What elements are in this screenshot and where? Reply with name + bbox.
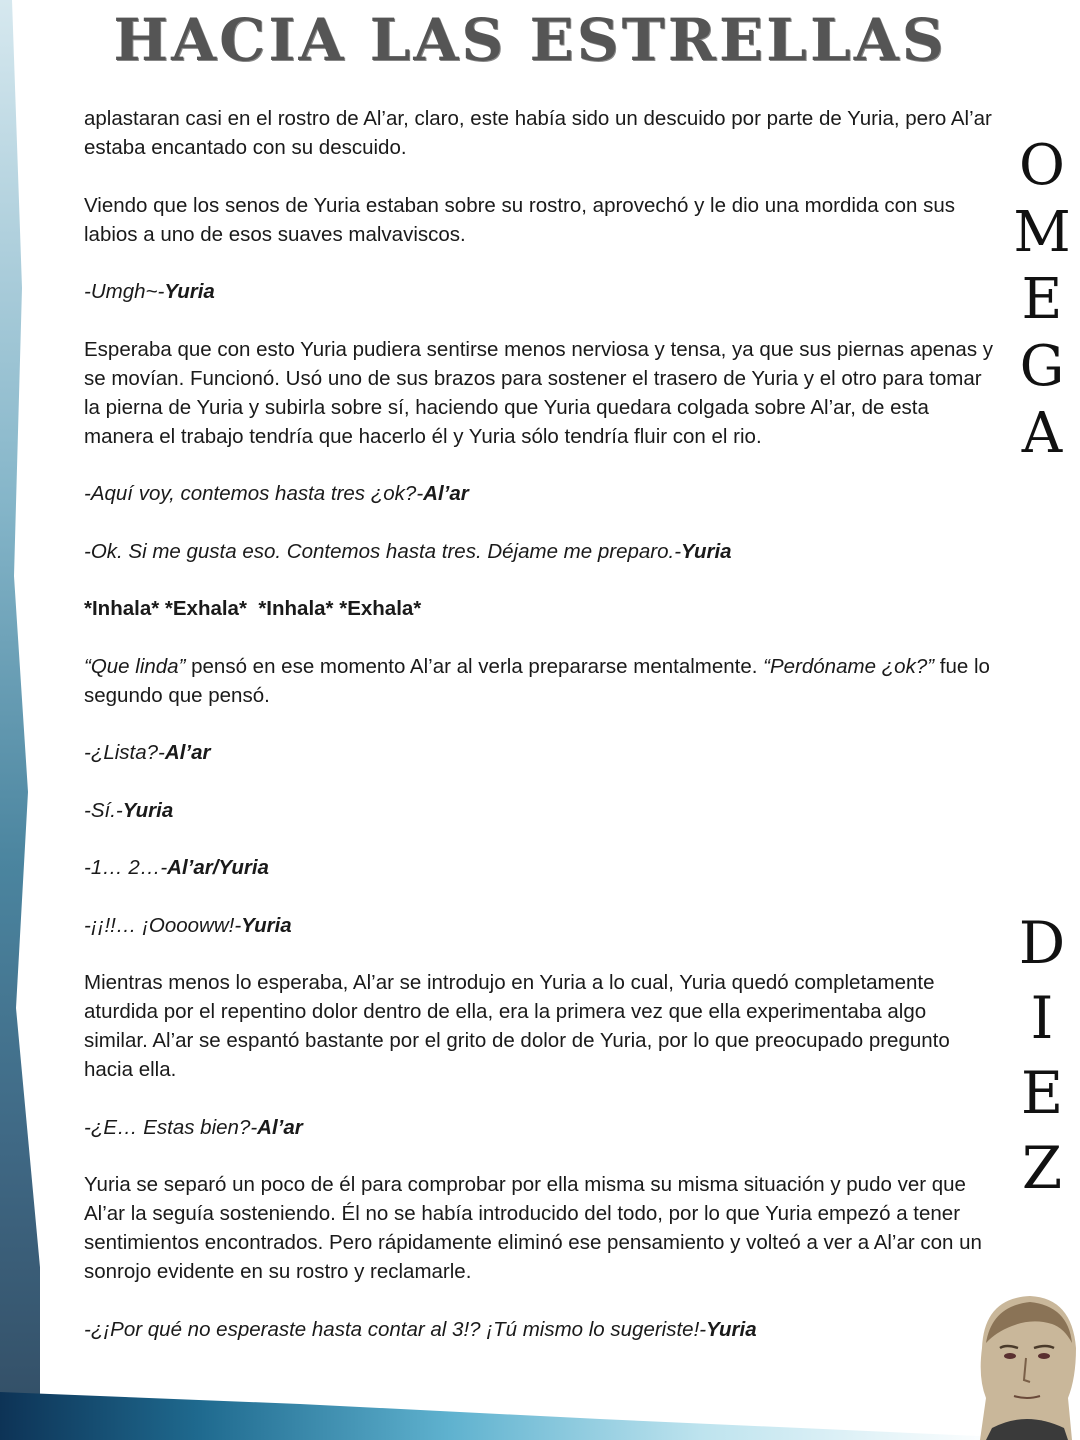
dialogue-line (84, 1113, 994, 1142)
dialogue-line (84, 796, 994, 825)
dialogue-text: -Sí.- (84, 798, 123, 822)
speaker-name: Yuria (164, 280, 215, 303)
starfield-decoration-left (0, 0, 40, 1440)
dialogue-text: -Aquí voy, contemos hasta tres ¿ok?- (84, 482, 424, 505)
speaker-name: Al’ar (164, 741, 211, 764)
paragraph: Viendo que los senos de Yuria estaban sobre su rostro, aprovechó y le dio una mordida con sus labios a uno de esos suaves malvaviscos. (84, 193, 956, 246)
vertical-letter: O (1019, 133, 1065, 198)
character-portrait-icon (972, 1288, 1080, 1440)
dialogue-line (84, 853, 994, 882)
dialogue-text: -Ok. Si me gusta eso. Contemos hasta tres. Déjame me preparo.- (84, 539, 682, 563)
paragraph: Esperaba que con esto Yuria pudiera sentirse menos nerviosa y tensa, ya que sus piernas apenas y se movían. Funcionó. Usó uno de sus brazos para sostener el trasero de Yuria y el otro para tomar la pierna de Yuria y subirla sobre sí, haciendo que Yuria quedara colgada sobre Al’ar, de esta manera el trabajo tendría que hacerlo él y Yuria sólo tendría fluir con el rio. (84, 337, 994, 448)
vertical-letter: Z (1021, 1134, 1063, 1202)
vertical-word-diez (1012, 906, 1072, 1206)
paragraph: Yuria se separó un poco de él para comprobar por ella misma su misma situación y pudo ver que Al’ar la seguía sosteniendo. Él no se había introducido del todo, por lo que Yuria empezó a tener sentimientos encontrados. Pero rápidamente eliminó ese pensamiento y volteó a ver a Al’ar con un sonrojo evidente en su rostro y reclamarle. (84, 1173, 982, 1283)
breathing-line (84, 594, 994, 623)
speaker-name: Al’ar (423, 482, 469, 505)
vertical-letter: I (1030, 984, 1054, 1052)
paragraph: Mientras menos lo esperaba, Al’ar se introdujo en Yuria a lo cual, Yuria quedó completamente aturdida por el repentino dolor dentro de ella, era la primera vez que ella experimentaba algo similar. Al’ar se espantó bastante por el grito de dolor de Yuria, por lo que preocupado pregunto hacia ella. (84, 971, 950, 1081)
speaker-name: Al’ar/Yuria (167, 856, 269, 879)
paragraph: aplastaran casi en el rostro de Al’ar, claro, este había sido un descuido por parte de Yuria, pero Al’ar estaba encantado con su descuido. (84, 107, 992, 159)
vertical-letter: A (1021, 401, 1063, 466)
vertical-letter: D (1018, 909, 1066, 977)
dialogue-text: -Umgh~- (84, 280, 165, 303)
thought-quote: “Perdóname ¿ok?” (763, 654, 935, 678)
vertical-letter: E (1021, 267, 1063, 332)
speaker-name: Al’ar (257, 1115, 303, 1139)
speaker-name: Yuria (122, 798, 174, 822)
dialogue-line (84, 277, 994, 306)
dialogue-text: -¿E… Estas bien?- (84, 1115, 258, 1139)
breathing-text: *Inhala* *Exhala* *Inhala* *Exhala* (84, 597, 422, 620)
story-text (84, 104, 994, 1372)
dialogue-line (84, 911, 994, 940)
dialogue-line (84, 537, 994, 566)
dialogue-text: -¿Lista?- (84, 741, 165, 764)
thought-paragraph (84, 652, 994, 710)
speaker-name: Yuria (706, 1317, 757, 1341)
dialogue-line (84, 479, 994, 508)
speaker-name: Yuria (681, 539, 732, 563)
thought-quote: “Que linda” (84, 654, 186, 678)
dialogue-text: -¡¡!!… ¡Ooooww!- (84, 913, 242, 937)
dialogue-text: -1… 2…- (84, 856, 168, 879)
narration-text: pensó en ese momento Al’ar al verla prepararse mentalmente. (185, 654, 764, 678)
vertical-letter: E (1020, 1059, 1064, 1127)
vertical-letter: M (1013, 200, 1071, 265)
dialogue-text: -¿¡Por qué no esperaste hasta contar al 3!? ¡Tú mismo lo sugeriste!- (84, 1317, 707, 1341)
page-header-title: HACIA LAS ESTRELLAS (113, 6, 947, 74)
vertical-word-omega (1012, 132, 1072, 467)
speaker-name: Yuria (241, 913, 292, 937)
dialogue-line (84, 738, 994, 767)
dialogue-line (84, 1315, 994, 1344)
narration-text: fue lo segundo que pensó. (84, 654, 990, 707)
starfield-decoration-bottom (0, 1380, 1000, 1440)
vertical-letter: G (1019, 334, 1065, 399)
